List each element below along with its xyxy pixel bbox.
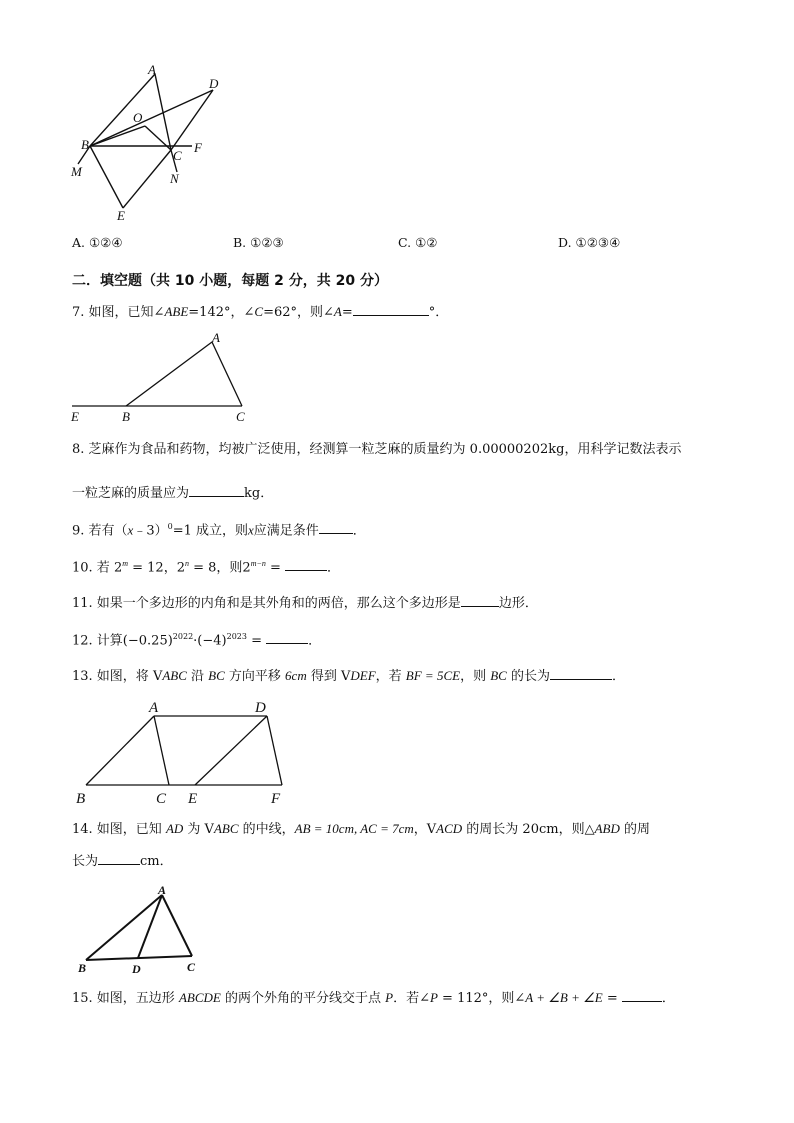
question-10: 10. 若 $2^m = 12$，$2^n = 8$，则$2^{m-n}$ = ． [72,555,340,577]
segment-ac [154,716,169,785]
option-b[interactable]: B. ①②③ [233,235,284,250]
answer-blank[interactable] [189,482,244,497]
label-d: D [209,76,219,91]
label-b: B [76,791,86,807]
answer-blank[interactable] [266,629,308,644]
label-f: F [271,791,281,807]
segment-ba [86,716,154,785]
label-n: N [170,171,179,186]
question-15: 15. 如图，五边形 ABCDE 的两个外角的平分线交于点 P．若∠P = 112°，则∠A + ∠B + ∠E = ． [72,987,675,1008]
label-a: A [212,330,220,345]
label-c: C [236,409,245,424]
answer-blank[interactable] [98,850,140,865]
segment-ba [126,342,212,406]
label-c: C [173,148,182,163]
question-14: 14. 如图，已知 AD 为 VABC 的中线，AB = 10cm, AC = 7cm，VACD 的周长为 20cm，则△ABD 的周 [72,821,651,837]
option-d[interactable]: D. ①②③④ [558,235,621,250]
question-8-line2: 一粒芝麻的质量应为 kg． [72,482,273,503]
answer-blank[interactable] [461,592,499,607]
answer-blank[interactable] [285,556,327,571]
label-f: F [194,140,202,155]
label-a: A [148,62,156,77]
label-e: E [71,409,79,424]
answer-blank[interactable] [353,301,429,316]
label-a: A [158,883,167,897]
question-14-line2: 长为 cm． [72,850,173,871]
label-e: E [188,791,198,807]
label-b: B [81,137,89,152]
question-12: 12. 计算$(-0.25)^{2022}\cdot(-4)^{2023}$ = ． [72,628,321,650]
segment-ac [162,895,192,956]
segment-ac [212,342,242,406]
label-c: C [187,960,196,974]
question-8: 8. 芝麻作为食品和药物，均被广泛使用，经测算一粒芝麻的质量约为 0.00000202kg，用科学记数法表示 [72,442,682,457]
figure-q7 [66,328,266,426]
label-d: D [132,962,141,976]
label-b: B [78,961,87,975]
segment-ec [123,150,171,208]
label-a: A [149,700,159,716]
segment-be [90,146,123,208]
figure-q13 [70,696,300,808]
segment-bd [90,90,213,146]
label-e: E [117,208,125,223]
figure-q14 [70,880,210,978]
question-9: 9. 若有（x﹣3）$^0$=1 成立，则x应满足条件 ． [72,518,366,540]
question-7: 7. 如图，已知∠ABE=142°，∠C=62°，则∠A= °． [72,301,448,322]
segment-ab [90,74,155,146]
label-m: M [71,164,82,179]
segment-ed [195,716,267,785]
question-11: 11. 如果一个多边形的内角和是其外角和的两倍，那么这个多边形是 边形． [72,592,538,613]
answer-blank[interactable] [550,665,612,680]
question-13: 13. 如图，将 VABC 沿 BC 方向平移 6cm 得到 VDEF，若 BF = 5CE，则 BC 的长为 ． [72,665,625,686]
label-o: O [133,110,143,125]
answer-blank[interactable] [622,987,662,1002]
option-c[interactable]: C. ①② [398,235,438,250]
label-b: B [122,409,130,424]
label-c: C [156,791,167,807]
figure-q6 [60,58,240,228]
option-a[interactable]: A. ①②④ [72,235,123,250]
segment-df [267,716,282,785]
label-d: D [255,700,266,716]
answer-blank[interactable] [319,519,353,534]
section-title: 二．填空题（共 10 小题，每题 2 分，共 20 分） [72,273,388,289]
